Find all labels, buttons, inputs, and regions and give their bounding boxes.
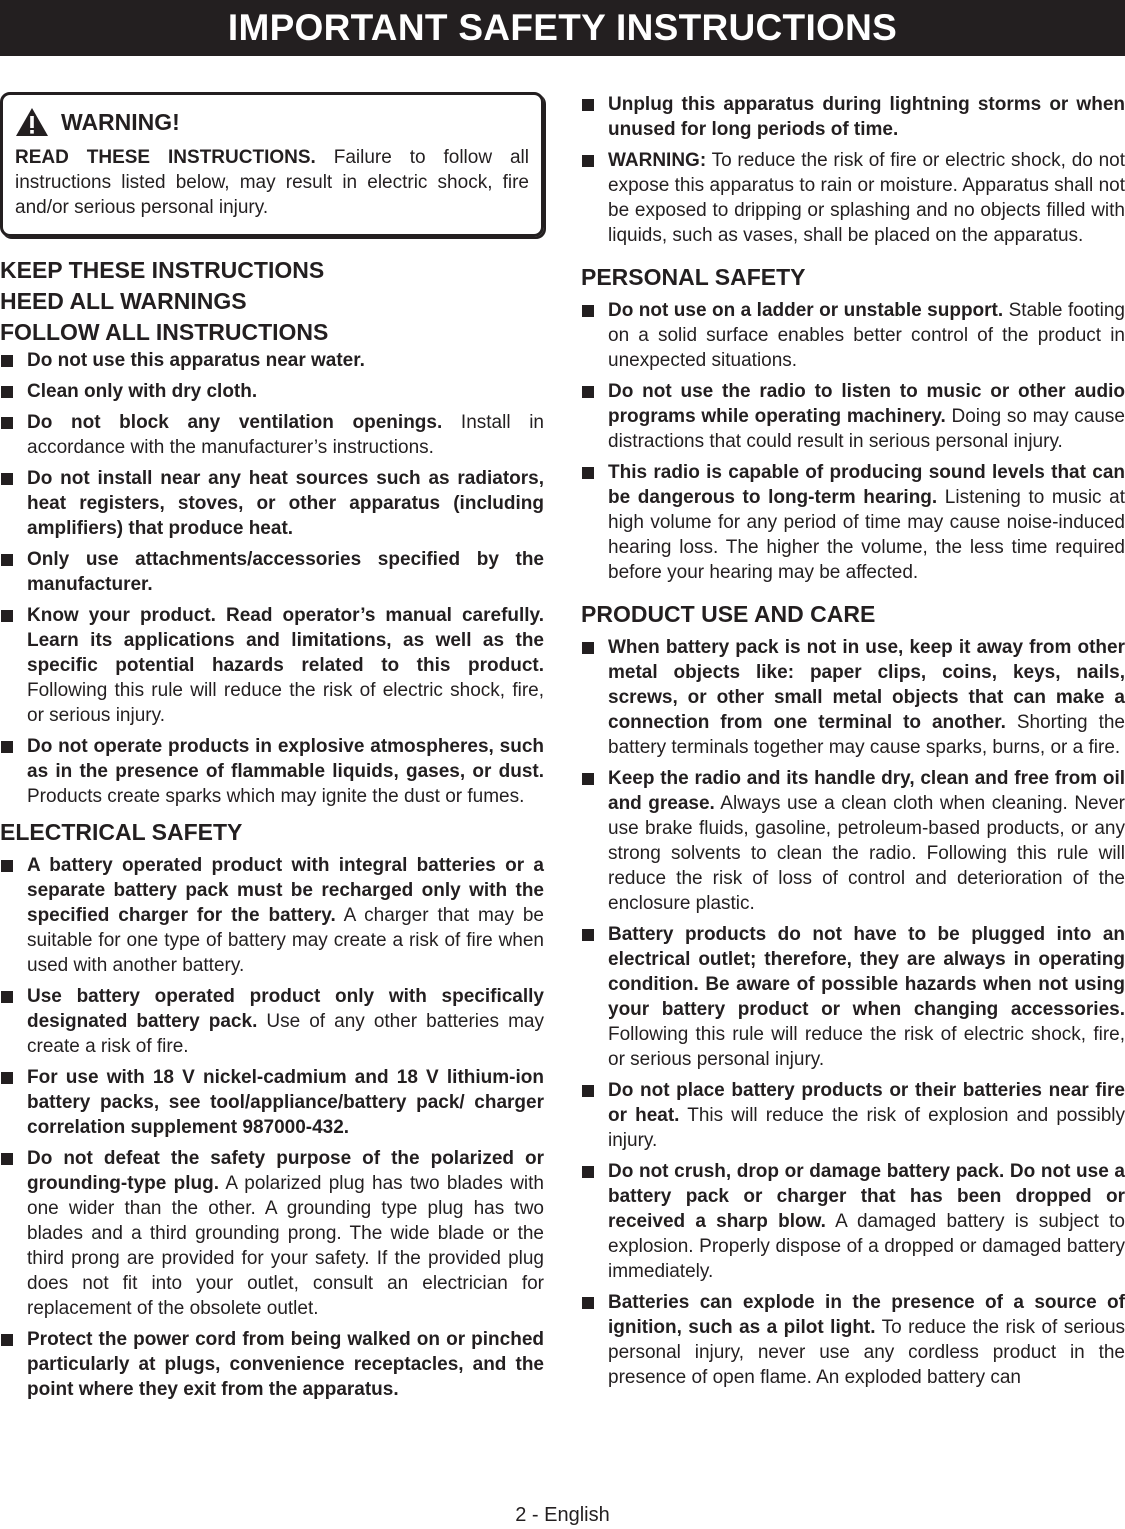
item-text: Use of any other batteries may create a risk of fire. [27,1011,544,1057]
list-item [581,1159,1125,1284]
list-item [0,734,544,809]
personal-safety-list [581,298,1125,585]
item-bold-text: Know your product. Read operator’s manual carefully. Learn its applications and limitations, as well as the specific potential hazards related to this product. [27,605,544,676]
item-bold-text: Keep the radio and its handle dry, clean and free from oil and grease. [608,768,1125,814]
right-top-list [581,92,1125,248]
warning-box [0,92,544,237]
heading-heed: HEED ALL WARNINGS [0,288,247,314]
item-bold-text: Do not defeat the safety purpose of the polarized or grounding-type plug. [27,1148,544,1194]
electrical-safety-heading: ELECTRICAL SAFETY [0,819,243,845]
heading-keep: KEEP THESE INSTRUCTIONS [0,257,325,283]
list-item [581,922,1125,1072]
item-text: To reduce the risk of fire or electric shock, do not expose this apparatus to rain or moisture. Apparatus shall not be exposed to dripping or splashing and no objects filled with liquids, such as vases, shall be placed on the apparatus. [608,150,1125,246]
warning-lead: READ THESE INSTRUCTIONS. [15,147,316,168]
list-item [581,92,1125,142]
general-safety-list [0,348,544,809]
heading-follow: FOLLOW ALL INSTRUCTIONS [0,319,329,345]
list-item [581,1078,1125,1153]
warning-triangle-icon [15,107,49,137]
item-bold-text: Battery products do not have to be plugged into an electrical outlet; therefore, they are always in operating condition. Be aware of possible hazards when not using your battery product or when changing accessories. [608,924,1125,1020]
item-bold-text: Do not crush, drop or damage battery pack. Do not use a battery pack or charger that has been dropped or received a sharp blow. [608,1161,1125,1232]
product-care-heading: PRODUCT USE AND CARE [581,601,876,627]
item-bold-text: WARNING: [608,150,707,171]
item-bold-text: Protect the power cord from being walked on or pinched particularly at plugs, convenience receptacles, and the point where they exit from the apparatus. [27,1329,544,1400]
item-bold-text: Do not use the radio to listen to music or other audio programs while operating machinery. [608,381,1125,427]
list-item [0,853,544,978]
item-bold-text: Unplug this apparatus during lightning storms or when unused for long periods of time. [608,94,1125,140]
item-text: Following this rule will reduce the risk of electric shock, fire, or serious injury. [27,680,544,726]
item-bold-text: Do not install near any heat sources such as radiators, heat registers, stoves, or other apparatus (including amplifiers) that produce heat. [27,468,544,539]
list-item [0,603,544,728]
item-bold-text: This radio is capable of producing sound levels that can be dangerous to long-term hearing. [608,462,1125,508]
item-text: This will reduce the risk of explosion and possibly injury. [608,1105,1125,1151]
item-bold-text: Batteries can explode in the presence of a source of ignition, such as a pilot light. [608,1292,1125,1338]
left-column [0,92,544,1408]
warning-body: Failure to follow all instructions listed below, may result in electric shock, fire and/or serious personal injury. [15,147,529,218]
list-item [0,466,544,541]
item-bold-text: Clean only with dry cloth. [27,381,258,402]
item-bold-text: Do not use on a ladder or unstable support. [608,300,1004,321]
page-banner: IMPORTANT SAFETY INSTRUCTIONS [0,0,1125,56]
list-item [581,635,1125,760]
right-column [581,92,1125,1396]
item-text: Shorting the battery terminals together may cause sparks, burns, or a fire. [608,712,1125,758]
item-text: Following this rule will reduce the risk of electric shock, fire, or serious personal injury. [608,1024,1125,1070]
item-bold-text: Do not use this apparatus near water. [27,350,365,371]
item-text: A damaged battery is subject to explosion. Properly dispose of a dropped or damaged battery immediately. [608,1211,1125,1282]
item-bold-text: Do not place battery products or their batteries near fire or heat. [608,1080,1125,1126]
warning-text [15,145,529,220]
list-item [0,1065,544,1140]
list-item [581,1290,1125,1390]
warning-title: WARNING! [61,108,180,135]
item-bold-text: Only use attachments/accessories specified by the manufacturer. [27,549,544,595]
item-text: Listening to music at high volume for any period of time may cause noise-induced hearing loss. The higher the volume, the less time required before your hearing may be affected. [608,487,1125,583]
item-bold-text: Use battery operated product only with specifically designated battery pack. [27,986,544,1032]
list-item [0,410,544,460]
item-text: Install in accordance with the manufacturer’s instructions. [27,412,545,458]
item-text: Stable footing on a solid surface enables better control of the product in unexpected situations. [608,300,1125,371]
item-text: Products create sparks which may ignite the dust or fumes. [27,786,525,807]
item-bold-text: For use with 18 V nickel-cadmium and 18 V lithium-ion battery packs, see tool/appliance/battery pack/ charger correlation supplement 987000-432. [27,1067,544,1138]
list-item [0,547,544,597]
electrical-safety-list [0,853,544,1402]
list-item [0,984,544,1059]
list-item [581,148,1125,248]
item-text: Always use a clean cloth when cleaning. Never use brake fluids, gasoline, petroleum-based products, or any strong solvents to clean the radio. Following this rule will reduce the risk of loss of control and deterioration of the enclosure plastic. [608,793,1125,914]
page-footer: 2 - English [515,1504,610,1526]
item-bold-text: Do not block any ventilation openings. [27,412,443,433]
personal-safety-heading: PERSONAL SAFETY [581,264,806,290]
list-item [581,460,1125,585]
item-text: A polarized plug has two blades with one wider than the other. A grounding type plug has two blades and a third grounding prong. The wide blade or the third prong are provided for your safety. If the provided plug does not fit into your outlet, consult an electrician for replacement of the obsolete outlet. [27,1173,544,1319]
item-text: To reduce the risk of serious personal injury, never use any cordless product in the presence of open flame. An exploded battery can [608,1317,1125,1388]
item-bold-text: Do not operate products in explosive atmospheres, such as in the presence of flammable liquids, gases, or dust. [27,736,544,782]
warning-title-row [15,107,529,137]
list-item [581,379,1125,454]
list-item [581,766,1125,916]
list-item [581,298,1125,373]
list-item [0,1146,544,1321]
product-care-list [581,635,1125,1390]
item-text: Doing so may cause distractions that could result in serious personal injury. [608,406,1125,452]
list-item [0,1327,544,1402]
item-bold-text: A battery operated product with integral batteries or a separate battery pack must be recharged only with the specified charger for the battery. [27,855,544,926]
item-text: A charger that may be suitable for one type of battery may create a risk of fire when used with another battery. [27,905,544,976]
item-bold-text: When battery pack is not in use, keep it away from other metal objects like: paper clips, coins, keys, nails, screws, or other small metal objects that can make a connection from one terminal to another. [608,637,1125,733]
list-item [0,348,544,373]
list-item [0,379,544,404]
